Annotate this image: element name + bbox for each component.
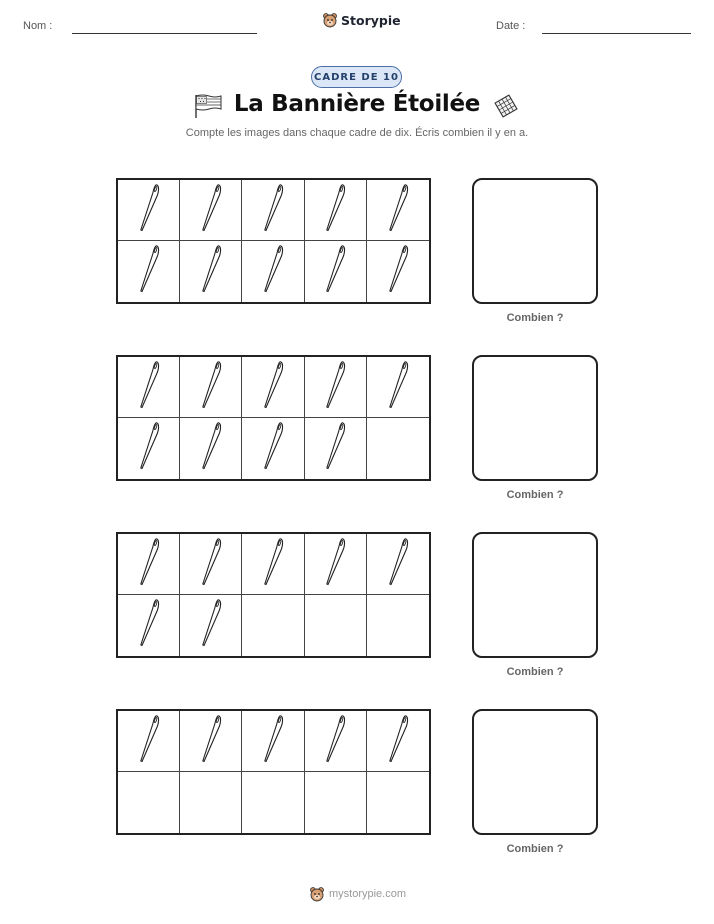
needle-icon [324, 537, 346, 592]
page-title: La Bannière Étoilée [233, 91, 481, 117]
needle-icon [200, 244, 222, 299]
needle-icon [138, 537, 160, 592]
needle-icon [262, 421, 284, 476]
needle-icon [387, 244, 409, 299]
ten-frame-cell [180, 711, 242, 772]
ten-frame-cell [180, 534, 242, 595]
needle-icon [387, 537, 409, 592]
needle-icon [262, 714, 284, 769]
ten-frame-cell [367, 595, 429, 656]
answer-box[interactable] [472, 178, 598, 304]
ten-frame-cell [367, 357, 429, 418]
ten-frame-cell [242, 357, 304, 418]
ten-frame-cell [242, 241, 304, 302]
needle-icon [200, 537, 222, 592]
ten-frame-cell [180, 357, 242, 418]
ten-frame [116, 178, 431, 304]
needle-icon [200, 714, 222, 769]
brand-logo [322, 12, 401, 28]
needle-icon [200, 598, 222, 653]
ten-frame-cell [367, 711, 429, 772]
ten-frame-cell [118, 180, 180, 241]
ten-frame-cell [118, 711, 180, 772]
needle-icon [262, 537, 284, 592]
ten-frame-cell [180, 241, 242, 302]
needle-icon [138, 598, 160, 653]
name-line[interactable] [72, 33, 257, 34]
needle-icon [138, 244, 160, 299]
needle-icon [200, 421, 222, 476]
needle-icon [324, 421, 346, 476]
ten-frame-cell [242, 711, 304, 772]
answer-box[interactable] [472, 532, 598, 658]
ten-frame [116, 709, 431, 835]
ten-frame-cell [305, 241, 367, 302]
ten-frame-cell [118, 418, 180, 479]
needle-icon [387, 183, 409, 238]
needle-icon [387, 360, 409, 415]
bear-mascot-icon [309, 886, 325, 902]
needle-icon [262, 244, 284, 299]
bear-mascot-icon [322, 12, 338, 28]
ten-frame-cell [118, 357, 180, 418]
needle-icon [262, 360, 284, 415]
quilt-icon [492, 93, 520, 119]
ten-frame-cell [367, 241, 429, 302]
answer-prompt: Combien ? [506, 489, 564, 501]
ten-frame-cell [180, 595, 242, 656]
ten-frame-cell [305, 772, 367, 833]
activity-badge: CADRE DE 10 [311, 66, 402, 88]
footer [309, 886, 406, 902]
answer-box[interactable] [472, 709, 598, 835]
ten-frame-cell [180, 180, 242, 241]
ten-frame-cell [367, 534, 429, 595]
needle-icon [138, 360, 160, 415]
ten-frame [116, 355, 431, 481]
ten-frame-cell [118, 595, 180, 656]
answer-prompt: Combien ? [506, 843, 564, 855]
needle-icon [387, 714, 409, 769]
needle-icon [138, 421, 160, 476]
ten-frame-cell [305, 180, 367, 241]
needle-icon [138, 714, 160, 769]
ten-frame-cell [305, 711, 367, 772]
ten-frame-cell [180, 772, 242, 833]
ten-frame-cell [305, 595, 367, 656]
ten-frame-cell [118, 241, 180, 302]
answer-box[interactable] [472, 355, 598, 481]
needle-icon [324, 244, 346, 299]
ten-frame-cell [242, 534, 304, 595]
instructions: Compte les images dans chaque cadre de dix. Écris combien il y en a. [185, 127, 529, 139]
ten-frame-cell [180, 418, 242, 479]
name-label: Nom : [23, 20, 53, 32]
ten-frame-cell [367, 418, 429, 479]
needle-icon [200, 183, 222, 238]
date-label: Date : [496, 20, 526, 32]
brand-name: Storypie [341, 12, 401, 28]
answer-prompt: Combien ? [506, 312, 564, 324]
date-line[interactable] [542, 33, 691, 34]
ten-frame-cell [242, 595, 304, 656]
needle-icon [138, 183, 160, 238]
needle-icon [324, 360, 346, 415]
needle-icon [262, 183, 284, 238]
answer-prompt: Combien ? [506, 666, 564, 678]
ten-frame-cell [242, 180, 304, 241]
ten-frame-cell [367, 772, 429, 833]
ten-frame-cell [118, 772, 180, 833]
ten-frame-cell [118, 534, 180, 595]
ten-frame [116, 532, 431, 658]
ten-frame-cell [242, 772, 304, 833]
ten-frame-cell [367, 180, 429, 241]
needle-icon [200, 360, 222, 415]
ten-frame-cell [242, 418, 304, 479]
needle-icon [324, 183, 346, 238]
needle-icon [324, 714, 346, 769]
ten-frame-cell [305, 357, 367, 418]
ten-frame-cell [305, 418, 367, 479]
ten-frame-cell [305, 534, 367, 595]
footer-url: mystorypie.com [329, 888, 407, 900]
